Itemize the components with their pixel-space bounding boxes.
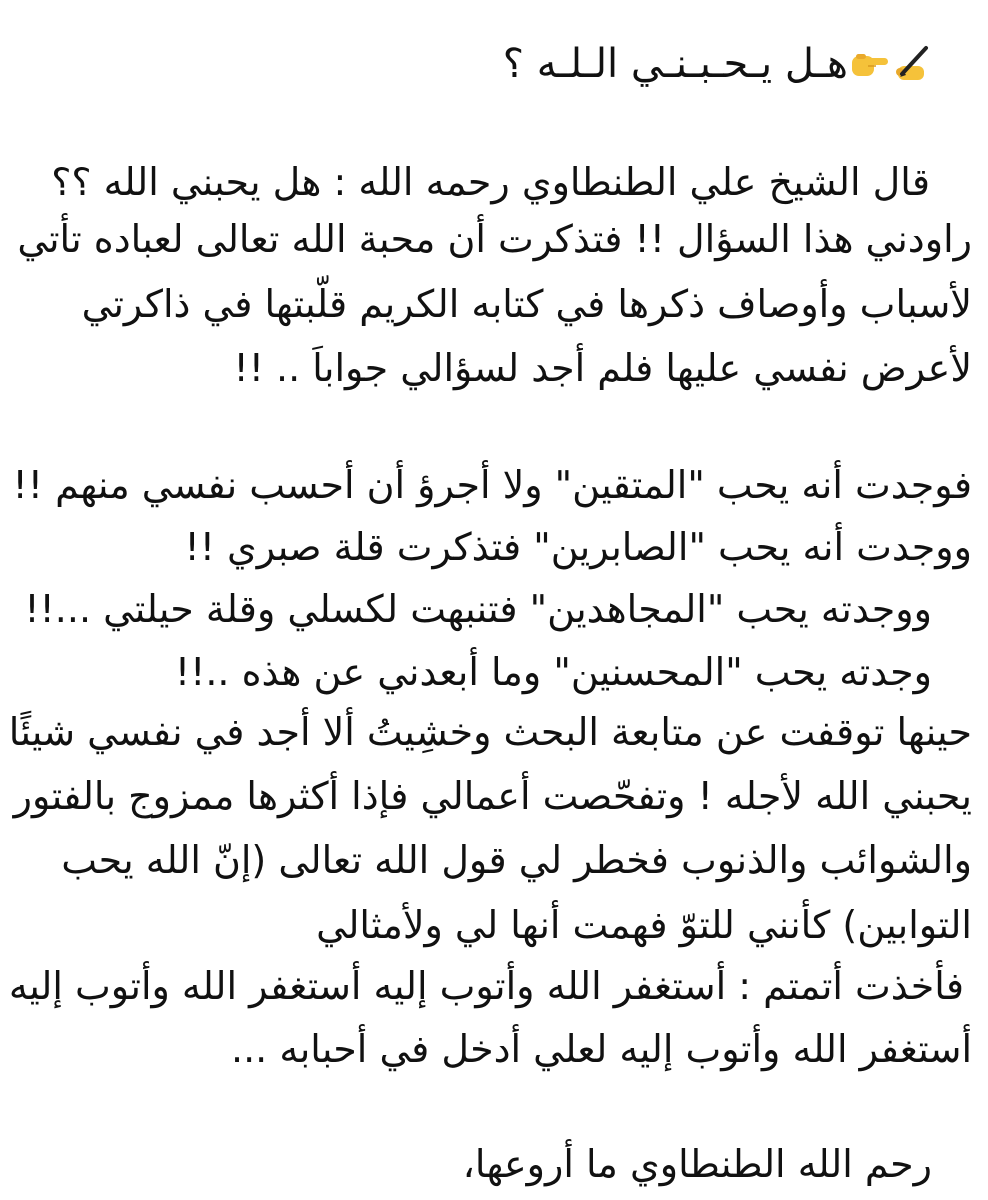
title-emoji-group — [848, 44, 932, 84]
closing-line: رحم الله الطنطاوي ما أروعها، — [462, 1142, 932, 1186]
paragraph2-line-1: فوجدت أنه يحب "المتقين" ولا أجرؤ أن أحسب نفسي منهم !! — [12, 463, 972, 507]
paragraph2-line-7: والشوائب والذنوب فخطر لي قول الله تعالى (إنّ الله يحب — [61, 838, 972, 882]
paragraph1-line-4: لأعرض نفسي عليها فلم أجد لسؤالي جواباَ .. !! — [233, 346, 972, 390]
paragraph2-line-10: أستغفر الله وأتوب إليه لعلي أدخل في أحبابه ... — [231, 1027, 972, 1071]
writing-hand-icon — [892, 44, 932, 84]
paragraph2-line-9: فأخذت أتمتم : أستغفر الله وأتوب إليه أستغفر الله وأتوب إليه — [8, 964, 964, 1008]
paragraph1-line-1: قال الشيخ علي الطنطاوي رحمه الله : هل يحبني الله ؟؟ — [51, 160, 930, 204]
document-title — [502, 41, 932, 87]
paragraph2-line-3: ووجدته يحب "المجاهدين" فتنبهت لكسلي وقلة حيلتي ...!! — [24, 587, 932, 631]
paragraph2-line-2: ووجدت أنه يحب "الصابرين" فتذكرت قلة صبري !! — [184, 525, 972, 569]
paragraph1-line-2: راودني هذا السؤال !! فتذكرت أن محبة الله تعالى لعباده تأتي — [17, 217, 972, 261]
paragraph2-line-8: التوابين) كأنني للتوّ فهمت أنها لي ولأمثالي — [316, 903, 972, 947]
paragraph2-line-4: وجدته يحب "المحسنين" وما أبعدني عن هذه ..!! — [174, 650, 932, 694]
pointing-hand-icon — [850, 44, 890, 84]
paragraph1-line-3: لأسباب وأوصاف ذكرها في كتابه الكريم قلّبتها في ذاكرتي — [81, 282, 972, 326]
paragraph2-line-5: حينها توقفت عن متابعة البحث وخشِيتُ ألا أجد في نفسي شيئًا — [8, 710, 972, 754]
title-text: هـل يـحـبـنـي الـلـه ؟ — [502, 41, 848, 87]
paragraph2-line-6: يحبني الله لأجله ! وتفحّصت أعمالي فإذا أكثرها ممزوج بالفتور — [13, 774, 972, 818]
